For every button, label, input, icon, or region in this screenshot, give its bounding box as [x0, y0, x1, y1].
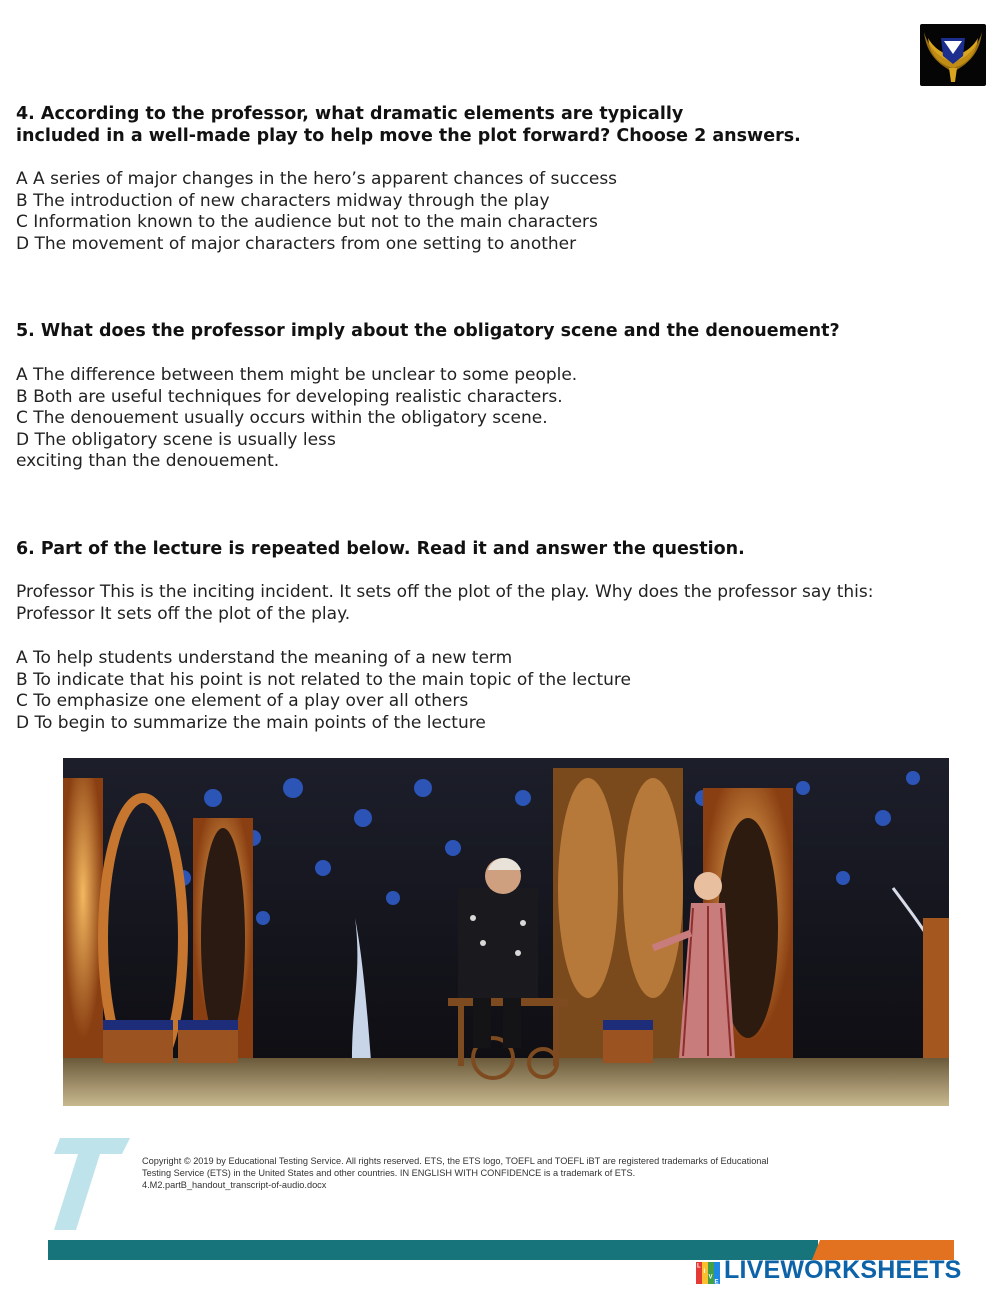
answer-option[interactable]: C The denouement usually occurs within the obligatory scene. — [16, 408, 548, 429]
question-5-options — [16, 365, 577, 473]
school-crest-logo — [920, 24, 986, 86]
footer-teal-bar — [48, 1240, 818, 1260]
question-6-excerpt — [16, 582, 873, 625]
copyright-line: Testing Service (ETS) in the United States and other countries. IN ENGLISH WITH CONFIDENCE is a trademark of ETS. — [142, 1168, 636, 1178]
question-title-line: 5. What does the professor imply about the obligatory scene and the denouement? — [16, 321, 840, 341]
brand-mark-letter-i: I — [703, 1269, 706, 1275]
liveworksheets-logo-icon — [696, 1262, 722, 1284]
answer-option[interactable]: D The movement of major characters from one setting to another — [16, 233, 577, 254]
answer-option[interactable]: C To emphasize one element of a play over all others — [16, 691, 469, 712]
answer-option[interactable]: A The difference between them might be unclear to some people. — [16, 365, 578, 385]
question-5-title — [16, 321, 840, 343]
answer-option[interactable]: B The introduction of new characters midway through the play — [16, 190, 550, 211]
question-title-line: 4. According to the professor, what dramatic elements are typically — [16, 104, 684, 124]
answer-option[interactable]: C Information known to the audience but not to the main characters — [16, 212, 598, 233]
question-title-line: 6. Part of the lecture is repeated below. Read it and answer the question. — [16, 539, 745, 559]
answer-option[interactable]: B Both are useful techniques for developing realistic characters. — [16, 386, 563, 407]
answer-option[interactable]: A To help students understand the meaning of a new term — [16, 648, 513, 668]
stage-play-photo — [63, 758, 949, 1106]
answer-option[interactable]: A A series of major changes in the hero’s apparent chances of success — [16, 169, 618, 189]
question-4-title — [16, 104, 801, 147]
copyright-line: Copyright © 2019 by Educational Testing Service. All rights reserved. ETS, the ETS logo, TOEFL and TOEFL iBT are registered trademarks of Educational — [142, 1156, 769, 1166]
brand-mark-letter-l: L — [697, 1263, 701, 1270]
excerpt-line: Professor It sets off the plot of the play. — [16, 603, 351, 624]
liveworksheets-brand[interactable]: LIVEWORKSHEETS — [724, 1256, 962, 1284]
brand-mark-letter-v: V — [708, 1274, 713, 1281]
answer-option[interactable]: D To begin to summarize the main points of the lecture — [16, 712, 486, 733]
answer-option[interactable]: D The obligatory scene is usually less — [16, 429, 336, 450]
excerpt-line: Professor This is the inciting incident. It sets off the plot of the play. Why does the professor say this: — [16, 582, 874, 602]
copyright-notice — [142, 1155, 902, 1191]
answer-option[interactable]: B To indicate that his point is not related to the main topic of the lecture — [16, 669, 631, 690]
question-title-line: included in a well-made play to help move the plot forward? Choose 2 answers. — [16, 125, 801, 146]
ets-t-logo — [48, 1138, 138, 1233]
question-6-title — [16, 539, 745, 561]
answer-option-continuation: exciting than the denouement. — [16, 451, 280, 472]
document-filename: 4.M2.partB_handout_transcript-of-audio.docx — [142, 1180, 327, 1190]
question-6-options — [16, 648, 631, 734]
question-4-options — [16, 169, 617, 255]
brand-mark-letter-e: E — [714, 1279, 719, 1284]
